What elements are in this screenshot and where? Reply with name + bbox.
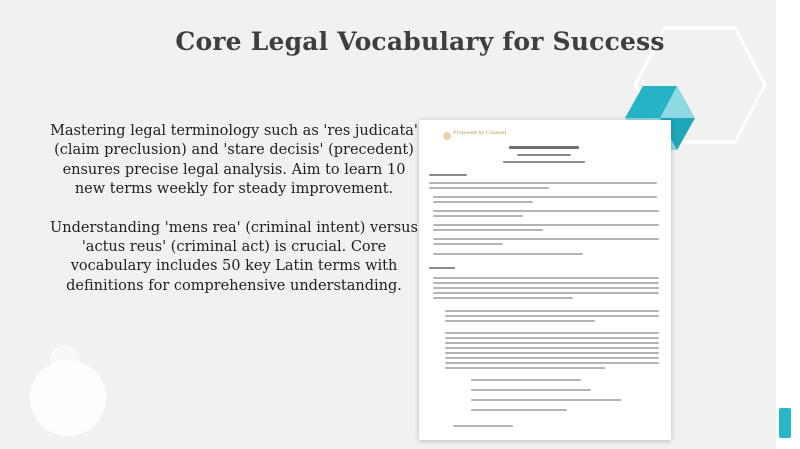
document-logo-icon	[443, 132, 451, 140]
right-panel-strip	[776, 0, 800, 449]
circle-decoration-icon	[30, 360, 106, 436]
slide-title: Core Legal Vocabulary for Success	[175, 27, 665, 56]
paragraph-terminology: Mastering legal terminology such as 'res judicata' (claim preclusion) and 'stare decisis' (precedent) ensures precise legal analysis. Aim to learn 10 new terms weekly for steady improvement.	[50, 123, 418, 198]
paragraph-criminal-terms: Understanding 'mens rea' (criminal intent) versus 'actus reus' (criminal act) is crucial. Core vocabulary includes 50 key Latin terms with definitions for comprehensive understanding.	[50, 219, 418, 294]
document-thumbnail-image	[419, 120, 671, 440]
slide-body	[48, 122, 420, 296]
document-header-text: Proposed by Counsel	[453, 130, 507, 136]
scrollbar-thumb[interactable]	[779, 408, 791, 438]
